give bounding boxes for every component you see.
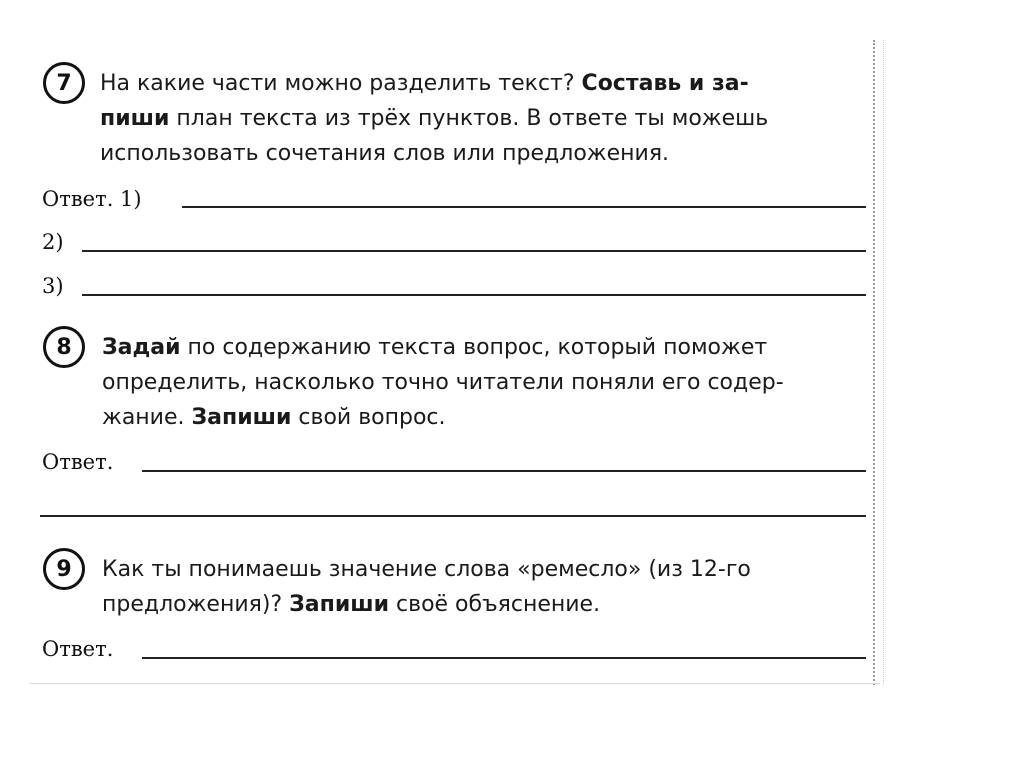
task-7-answer-line-1[interactable] <box>182 206 866 208</box>
task-8-number-badge: 8 <box>43 326 85 368</box>
task-7-line-2 <box>100 105 768 133</box>
task-7-item-2-label: 2) <box>42 230 64 254</box>
task-8-text: жание. <box>102 405 192 430</box>
bottom-divider <box>30 683 880 684</box>
task-7-answer-label: Ответ. 1) <box>42 187 142 211</box>
task-8-answer-label: Ответ. <box>42 450 114 474</box>
task-7-instruction: пиши <box>100 106 170 131</box>
task-9-line-2 <box>102 591 600 619</box>
task-8-line-1 <box>102 334 767 362</box>
task-9-answer-label: Ответ. <box>42 637 114 661</box>
task-9-line-1: Как ты понимаешь значение слова «ремесло» (из 12-го <box>102 557 751 582</box>
task-8-line-3 <box>102 404 446 432</box>
task-7-line-3: использовать сочетания слов или предложения. <box>100 141 670 166</box>
task-8-text: свой вопрос. <box>291 405 446 430</box>
task-7-answer-line-3[interactable] <box>82 294 866 296</box>
task-8-answer-line-1[interactable] <box>142 470 866 472</box>
task-8-line-2: определить, насколько точно читатели поняли его содер- <box>102 370 784 395</box>
task-9-answer-line-1[interactable] <box>142 657 866 659</box>
task-9-instruction: Запиши <box>289 592 390 617</box>
task-7-answer-line-2[interactable] <box>82 250 866 252</box>
task-7-line-1 <box>100 70 749 98</box>
page-edge <box>873 40 884 685</box>
task-7-number-badge: 7 <box>43 62 85 104</box>
task-8-text: по содержанию текста вопрос, который поможет <box>180 335 768 360</box>
task-9-text: предложения)? <box>102 592 290 617</box>
task-8-instruction: Запиши <box>191 405 292 430</box>
task-7-text: На какие части можно разделить текст? <box>100 71 582 96</box>
task-7-instruction: Составь и за- <box>581 71 749 96</box>
task-7-text: план текста из трёх пунктов. В ответе ты можешь <box>169 106 769 131</box>
task-7-item-3-label: 3) <box>42 274 64 298</box>
task-8-answer-line-2[interactable] <box>40 515 866 517</box>
task-8-instruction: Задай <box>102 335 181 360</box>
task-9-text: своё объяснение. <box>389 592 601 617</box>
task-9-number-badge: 9 <box>43 548 85 590</box>
